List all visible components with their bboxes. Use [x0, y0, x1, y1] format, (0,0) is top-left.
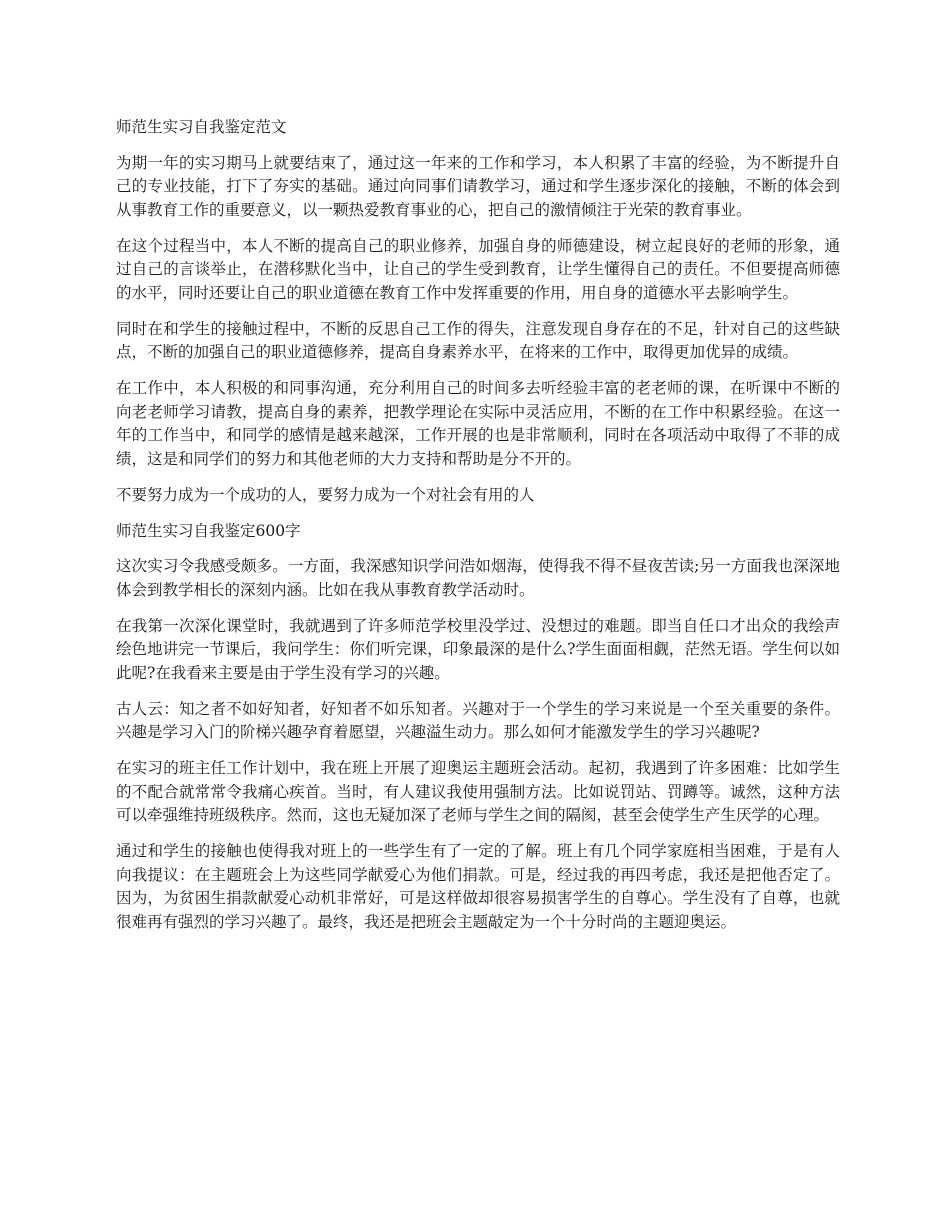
document-title: 师范生实习自我鉴定范文 [116, 118, 287, 136]
paragraph: 这次实习令我感受颇多。一方面，我深感知识学问浩如烟海，使得我不得不昼夜苦读;另一方面我也深深地体会到教学相长的深刻内涵。比如在我从事教育教学活动时。 [116, 557, 840, 599]
paragraph: 在这个过程当中，本人不断的提高自己的职业修养，加强自身的师德建设，树立起良好的老师的形象，通过自己的言谈举止，在潜移默化当中，让自己的学生受到教育，让学生懂得自己的责任。不但要提高师德的水平，同时还要让自己的职业道德在教育工作中发挥重要的作用，用自身的道德水平去影响学生。 [116, 236, 840, 302]
paragraph: 在实习的班主任工作计划中，我在班上开展了迎奥运主题班会活动。起初，我遇到了许多困难：比如学生的不配合就常常令我痛心疾首。当时，有人建议我使用强制方法。比如说罚站、罚蹲等。诚然，这种方法可以牵强维持班级秩序。然而，这也无疑加深了老师与学生之间的隔阂，甚至会使学生产生厌学的心理。 [116, 759, 840, 824]
paragraph: 在我第一次深化课堂时，我就遇到了许多师范学校里没学过、没想过的难题。即当自任口才出众的我绘声绘色地讲完一节课后，我问学生：你们听完课，印象最深的是什么?学生面面相觑，茫然无语。学生何以如此呢?在我看来主要是由于学生没有学习的兴趣。 [116, 616, 840, 682]
paragraph: 同时在和学生的接触过程中，不断的反思自己工作的得失，注意发现自身存在的不足，针对自己的这些缺点，不断的加强自己的职业道德修养，提高自身素养水平，在将来的工作中，取得更加优异的成绩。 [116, 319, 840, 361]
paragraph: 通过和学生的接触也使得我对班上的一些学生有了一定的了解。班上有几个同学家庭相当困难，于是有人向我提议：在主题班会上为这些同学献爱心为他们捐款。可是，经过我的再四考虑，我还是把他否定了。因为，为贫困生捐款献爱心动机非常好，可是这样做却很容易损害学生的自尊心。学生没有了自尊，也就很难再有强烈的学习兴趣了。最终，我还是把班会主题敲定为一个十分时尚的主题迎奥运。 [116, 842, 840, 931]
paragraph: 在工作中，本人积极的和同事沟通，充分利用自己的时间多去听经验丰富的老老师的课，在听课中不断的向老老师学习请教，提高自身的素养，把教学理论在实际中灵活应用，不断的在工作中积累经验。在这一年的工作当中，和同学的感情是越来越深，工作开展的也是非常顺利，同时在各项活动中取得了不菲的成绩，这是和同学们的努力和其他老师的大力支持和帮助是分不开的。 [116, 379, 840, 468]
paragraph: 不要努力成为一个成功的人，要努力成为一个对社会有用的人 [116, 485, 535, 504]
document-page [116, 116, 840, 947]
section-title: 师范生实习自我鉴定600字 [116, 521, 301, 540]
paragraph: 为期一年的实习期马上就要结束了，通过这一年来的工作和学习，本人积累了丰富的经验，为不断提升自己的专业技能，打下了夯实的基础。通过向同事们请教学习，通过和学生逐步深化的接触，不断的体会到从事教育工作的重要意义，以一颗热爱教育事业的心，把自己的激情倾注于光荣的教育事业。 [116, 153, 840, 219]
paragraph: 古人云：知之者不如好知者，好知者不如乐知者。兴趣对于一个学生的学习来说是一个至关重要的条件。兴趣是学习入门的阶梯兴趣孕育着愿望，兴趣溢生动力。那么如何才能激发学生的学习兴趣呢? [116, 699, 840, 741]
